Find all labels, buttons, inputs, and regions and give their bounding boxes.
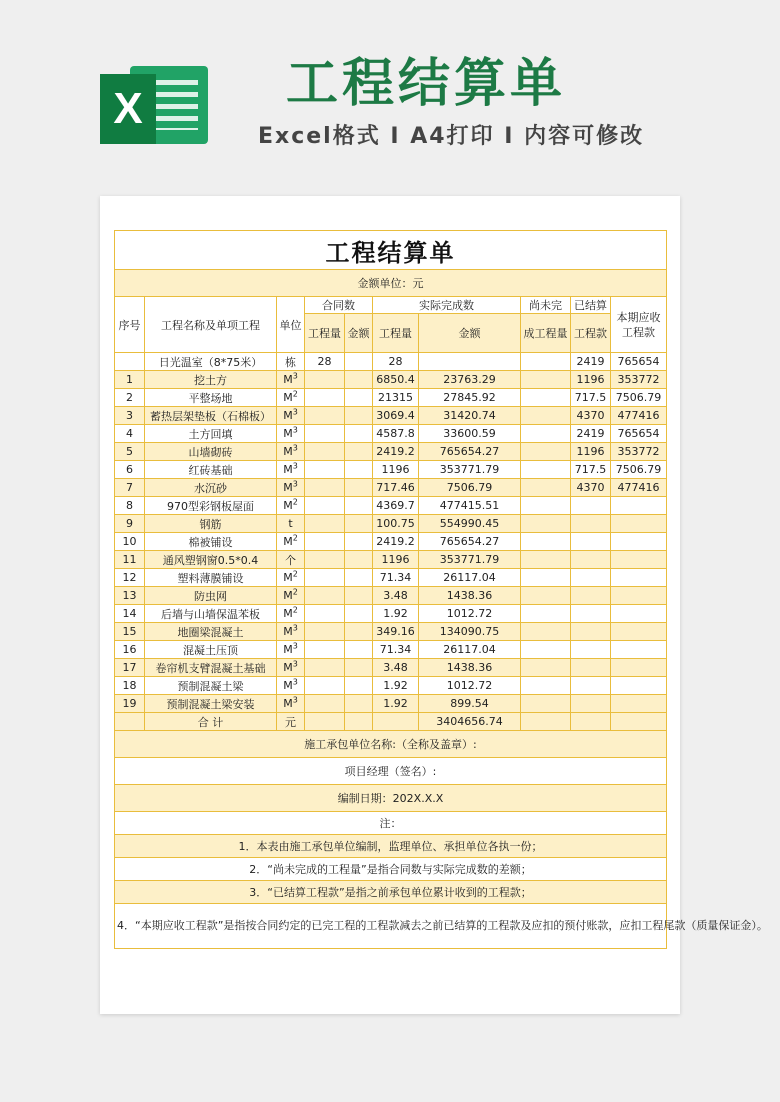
table-row — [115, 569, 667, 587]
row-settled — [571, 677, 611, 695]
unit-text: M — [283, 463, 293, 476]
row-unfinished — [521, 515, 571, 533]
row-receivable: 7506.79 — [611, 461, 667, 479]
row-unfinished — [521, 569, 571, 587]
table-row — [115, 515, 667, 533]
logo-letter: X — [100, 74, 156, 144]
unit-exponent: 3 — [292, 371, 298, 381]
row-seq: 2 — [115, 389, 145, 407]
header-settled-top: 已结算 — [571, 297, 611, 314]
row-settled: 1196 — [571, 443, 611, 461]
row-actual-qty: 1.92 — [373, 695, 419, 713]
row-receivable: 477416 — [611, 407, 667, 425]
table-row — [115, 479, 667, 497]
row-receivable — [611, 605, 667, 623]
row-settled: 1196 — [571, 371, 611, 389]
table-row — [115, 605, 667, 623]
row-unfinished — [521, 353, 571, 371]
row-contract-qty — [305, 533, 345, 551]
row-name: 山墙砌砖 — [145, 443, 277, 461]
row-settled: 4370 — [571, 407, 611, 425]
unit-text: 栋 — [285, 355, 296, 369]
row-unit — [277, 425, 305, 443]
row-actual-amount: 26117.04 — [419, 641, 521, 659]
unit-exponent: 3 — [292, 443, 298, 453]
row-settled — [571, 623, 611, 641]
unit-text: M — [283, 607, 293, 620]
row-settled — [571, 515, 611, 533]
header-actual-qty: 工程量 — [373, 314, 419, 353]
row-unit — [277, 443, 305, 461]
row-seq: 14 — [115, 605, 145, 623]
unit-exponent: 2 — [292, 497, 298, 507]
row-settled: 2419 — [571, 425, 611, 443]
row-name: 土方回填 — [145, 425, 277, 443]
row-receivable — [611, 641, 667, 659]
row-contract-qty — [305, 479, 345, 497]
row-contract-amount — [345, 695, 373, 713]
unit-text: M — [283, 427, 293, 440]
unit-exponent: 3 — [292, 677, 298, 687]
row-actual-qty: 4587.8 — [373, 425, 419, 443]
table-row — [115, 641, 667, 659]
row-actual-amount: 353771.79 — [419, 461, 521, 479]
table-row — [115, 389, 667, 407]
row-actual-amount: 134090.75 — [419, 623, 521, 641]
row-contract-amount — [345, 371, 373, 389]
row-seq: 3 — [115, 407, 145, 425]
row-contract-qty — [305, 569, 345, 587]
row-contract-amount — [345, 389, 373, 407]
unit-text: M — [283, 571, 293, 584]
page-title: 工程结算单 — [286, 54, 567, 114]
row-name: 混凝土压顶 — [145, 641, 277, 659]
row-contract-amount — [345, 533, 373, 551]
unit-text: M — [283, 409, 293, 422]
row-unit — [277, 623, 305, 641]
row-settled — [571, 605, 611, 623]
row-receivable: 353772 — [611, 443, 667, 461]
row-seq: 6 — [115, 461, 145, 479]
row-contract-qty — [305, 641, 345, 659]
unit-exponent: 3 — [292, 425, 298, 435]
row-unfinished — [521, 677, 571, 695]
row-contract-qty — [305, 605, 345, 623]
row-contract-amount — [345, 605, 373, 623]
row-contract-qty — [305, 443, 345, 461]
row-seq: 1 — [115, 371, 145, 389]
row-unfinished — [521, 371, 571, 389]
unit-text: M — [283, 481, 293, 494]
row-actual-amount: 1438.36 — [419, 587, 521, 605]
row-actual-qty: 28 — [373, 353, 419, 371]
table-row — [115, 677, 667, 695]
row-actual-amount: 1012.72 — [419, 605, 521, 623]
row-contract-qty — [305, 425, 345, 443]
unit-text: M — [283, 643, 293, 656]
row-receivable — [611, 695, 667, 713]
unit-exponent: 3 — [292, 641, 298, 651]
row-contract-amount — [345, 443, 373, 461]
table-row — [115, 623, 667, 641]
row-receivable — [611, 677, 667, 695]
row-settled — [571, 695, 611, 713]
unit-text: M — [283, 661, 293, 674]
row-unfinished — [521, 551, 571, 569]
table-row — [115, 353, 667, 371]
row-actual-qty: 2419.2 — [373, 443, 419, 461]
unit-exponent: 3 — [292, 461, 298, 471]
row-name: 卷帘机支臂混凝土基础 — [145, 659, 277, 677]
contractor-line: 施工承包单位名称:（全称及盖章）: — [115, 731, 667, 758]
document-paper — [100, 196, 768, 1014]
row-name: 挖土方 — [145, 371, 277, 389]
row-contract-amount — [345, 677, 373, 695]
table-row — [115, 497, 667, 515]
header-name: 工程名称及单项工程 — [145, 297, 277, 353]
unit-text: M — [283, 499, 293, 512]
unit-exponent: 3 — [292, 407, 298, 417]
row-receivable: 765654 — [611, 353, 667, 371]
row-settled — [571, 569, 611, 587]
notes-title: 注： — [115, 812, 667, 835]
row-name: 塑料薄膜铺设 — [145, 569, 277, 587]
row-settled — [571, 641, 611, 659]
row-receivable: 765654 — [611, 425, 667, 443]
row-actual-qty: 4369.7 — [373, 497, 419, 515]
row-actual-amount: 33600.59 — [419, 425, 521, 443]
row-name: 地圈梁混凝土 — [145, 623, 277, 641]
unit-exponent: 3 — [292, 479, 298, 489]
row-actual-amount: 477415.51 — [419, 497, 521, 515]
row-unfinished — [521, 425, 571, 443]
manager-line: 项目经理（签名）: — [115, 758, 667, 785]
row-seq: 9 — [115, 515, 145, 533]
row-unfinished — [521, 587, 571, 605]
amount-unit: 金额单位：元 — [115, 270, 667, 297]
row-name: 通风塑钢窗0.5*0.4 — [145, 551, 277, 569]
row-contract-amount — [345, 479, 373, 497]
row-receivable — [611, 497, 667, 515]
row-receivable — [611, 623, 667, 641]
unit-exponent: 3 — [292, 695, 298, 705]
row-seq: 7 — [115, 479, 145, 497]
row-actual-qty: 1196 — [373, 461, 419, 479]
row-unit — [277, 587, 305, 605]
row-receivable: 353772 — [611, 371, 667, 389]
row-settled: 4370 — [571, 479, 611, 497]
excel-logo-icon — [100, 62, 208, 148]
row-unit — [277, 677, 305, 695]
row-seq: 12 — [115, 569, 145, 587]
row-contract-amount — [345, 515, 373, 533]
row-unit — [277, 479, 305, 497]
row-name: 预制混凝土梁 — [145, 677, 277, 695]
note-2: 2．“尚未完成的工程量”是指合同数与实际完成数的差额； — [115, 858, 667, 881]
row-unfinished — [521, 533, 571, 551]
row-contract-amount — [345, 407, 373, 425]
table-row — [115, 533, 667, 551]
row-unfinished — [521, 641, 571, 659]
row-unit — [277, 353, 305, 371]
table-row — [115, 695, 667, 713]
row-contract-qty — [305, 407, 345, 425]
row-receivable — [611, 569, 667, 587]
table-row — [115, 551, 667, 569]
table-row — [115, 371, 667, 389]
row-unfinished — [521, 407, 571, 425]
unit-exponent: 2 — [292, 389, 298, 399]
row-name: 平整场地 — [145, 389, 277, 407]
note-4: 4．“本期应收工程款”是指按合同约定的已完工程的工程款减去之前已结算的工程款及应扣的预付账款，应扣工程尾款（质量保证金）。 — [115, 904, 667, 949]
row-unit — [277, 407, 305, 425]
row-contract-qty — [305, 551, 345, 569]
row-contract-qty — [305, 587, 345, 605]
row-actual-qty: 349.16 — [373, 623, 419, 641]
row-unit — [277, 569, 305, 587]
header-unfinished-bottom: 成工程量 — [521, 314, 571, 353]
row-actual-amount: 554990.45 — [419, 515, 521, 533]
row-actual-qty: 2419.2 — [373, 533, 419, 551]
row-seq: 19 — [115, 695, 145, 713]
row-seq: 18 — [115, 677, 145, 695]
unit-exponent: 3 — [292, 623, 298, 633]
row-contract-qty — [305, 695, 345, 713]
sheet-title: 工程结算单 — [115, 231, 667, 270]
row-name: 防虫网 — [145, 587, 277, 605]
row-contract-amount — [345, 623, 373, 641]
row-actual-qty: 1196 — [373, 551, 419, 569]
unit-text: M — [283, 391, 293, 404]
row-contract-amount — [345, 497, 373, 515]
row-unfinished — [521, 497, 571, 515]
row-settled: 2419 — [571, 353, 611, 371]
row-unit — [277, 641, 305, 659]
row-actual-amount: 23763.29 — [419, 371, 521, 389]
row-settled — [571, 659, 611, 677]
total-unit: 元 — [277, 713, 305, 731]
row-unit — [277, 497, 305, 515]
row-seq: 13 — [115, 587, 145, 605]
row-actual-qty: 71.34 — [373, 641, 419, 659]
unit-text: M — [283, 535, 293, 548]
table-body — [115, 353, 667, 713]
row-actual-amount: 353771.79 — [419, 551, 521, 569]
row-receivable — [611, 515, 667, 533]
row-actual-amount: 899.54 — [419, 695, 521, 713]
row-unit — [277, 605, 305, 623]
header-actual-amount: 金额 — [419, 314, 521, 353]
row-receivable — [611, 659, 667, 677]
row-unfinished — [521, 443, 571, 461]
row-contract-amount — [345, 461, 373, 479]
unit-exponent: 3 — [292, 659, 298, 669]
row-actual-qty: 100.75 — [373, 515, 419, 533]
row-actual-amount: 31420.74 — [419, 407, 521, 425]
header-contract-qty: 工程量 — [305, 314, 345, 353]
row-actual-qty: 21315 — [373, 389, 419, 407]
header-settled-bottom: 工程款 — [571, 314, 611, 353]
unit-text: M — [283, 625, 293, 638]
row-unit — [277, 659, 305, 677]
row-contract-amount — [345, 353, 373, 371]
unit-exponent: 2 — [292, 533, 298, 543]
header-contract: 合同数 — [305, 297, 373, 314]
row-actual-qty: 717.46 — [373, 479, 419, 497]
row-name: 钢筋 — [145, 515, 277, 533]
row-seq: 8 — [115, 497, 145, 515]
row-contract-qty — [305, 371, 345, 389]
unit-text: M — [283, 679, 293, 692]
row-contract-amount — [345, 587, 373, 605]
table-row — [115, 443, 667, 461]
row-name: 后墙与山墙保温苯板 — [145, 605, 277, 623]
row-actual-amount: 1012.72 — [419, 677, 521, 695]
row-settled — [571, 587, 611, 605]
unit-exponent: 2 — [292, 569, 298, 579]
unit-text: M — [283, 697, 293, 710]
row-contract-amount — [345, 551, 373, 569]
row-unit — [277, 515, 305, 533]
row-unit — [277, 695, 305, 713]
row-actual-qty: 1.92 — [373, 605, 419, 623]
row-receivable — [611, 533, 667, 551]
row-name: 棉被铺设 — [145, 533, 277, 551]
row-seq: 11 — [115, 551, 145, 569]
settlement-table — [114, 230, 768, 949]
row-actual-amount: 7506.79 — [419, 479, 521, 497]
row-actual-qty: 1.92 — [373, 677, 419, 695]
row-unfinished — [521, 623, 571, 641]
unit-text: M — [283, 589, 293, 602]
header-seq: 序号 — [115, 297, 145, 353]
row-unfinished — [521, 389, 571, 407]
header-actual: 实际完成数 — [373, 297, 521, 314]
row-settled — [571, 497, 611, 515]
row-unfinished — [521, 479, 571, 497]
row-unit — [277, 551, 305, 569]
row-actual-qty: 71.34 — [373, 569, 419, 587]
row-actual-amount: 27845.92 — [419, 389, 521, 407]
note-1: 1．本表由施工承包单位编制，监理单位、承担单位各执一份； — [115, 835, 667, 858]
row-contract-amount — [345, 659, 373, 677]
total-label: 合 计 — [145, 713, 277, 731]
row-actual-amount — [419, 353, 521, 371]
row-contract-amount — [345, 425, 373, 443]
row-actual-qty: 3.48 — [373, 659, 419, 677]
row-name: 红砖基础 — [145, 461, 277, 479]
row-seq: 15 — [115, 623, 145, 641]
table-row — [115, 461, 667, 479]
unit-text: M — [283, 373, 293, 386]
row-actual-amount: 1438.36 — [419, 659, 521, 677]
note-3: 3．“已结算工程款”是指之前承包单位累计收到的工程款； — [115, 881, 667, 904]
row-name: 蓄热层架垫板（石棉板） — [145, 407, 277, 425]
row-receivable — [611, 551, 667, 569]
date-line: 编制日期：202X.X.X — [115, 785, 667, 812]
header-unit: 单位 — [277, 297, 305, 353]
total-amount: 3404656.74 — [419, 713, 521, 731]
table-row — [115, 659, 667, 677]
row-seq — [115, 353, 145, 371]
row-unfinished — [521, 695, 571, 713]
row-unfinished — [521, 605, 571, 623]
row-contract-qty — [305, 497, 345, 515]
row-actual-qty: 3.48 — [373, 587, 419, 605]
table-row — [115, 587, 667, 605]
row-contract-qty — [305, 389, 345, 407]
unit-exponent: 2 — [292, 587, 298, 597]
row-contract-qty: 28 — [305, 353, 345, 371]
row-seq: 4 — [115, 425, 145, 443]
row-settled — [571, 551, 611, 569]
row-seq: 17 — [115, 659, 145, 677]
row-seq: 16 — [115, 641, 145, 659]
row-contract-qty — [305, 461, 345, 479]
table-row — [115, 407, 667, 425]
row-actual-qty: 3069.4 — [373, 407, 419, 425]
row-actual-amount: 765654.27 — [419, 533, 521, 551]
row-unit — [277, 461, 305, 479]
row-settled: 717.5 — [571, 461, 611, 479]
row-unit — [277, 371, 305, 389]
row-seq: 5 — [115, 443, 145, 461]
row-actual-amount: 765654.27 — [419, 443, 521, 461]
row-name: 970型彩钢板屋面 — [145, 497, 277, 515]
row-receivable: 7506.79 — [611, 389, 667, 407]
unit-exponent: 2 — [292, 605, 298, 615]
row-name: 水沉砂 — [145, 479, 277, 497]
row-seq: 10 — [115, 533, 145, 551]
row-name: 预制混凝土梁安装 — [145, 695, 277, 713]
row-contract-qty — [305, 659, 345, 677]
unit-text: M — [283, 445, 293, 458]
table-row — [115, 425, 667, 443]
row-contract-qty — [305, 515, 345, 533]
row-name: 日光温室（8*75米） — [145, 353, 277, 371]
row-contract-qty — [305, 677, 345, 695]
row-actual-amount: 26117.04 — [419, 569, 521, 587]
header-contract-amount: 金额 — [345, 314, 373, 353]
row-contract-amount — [345, 569, 373, 587]
row-unfinished — [521, 461, 571, 479]
row-actual-qty: 6850.4 — [373, 371, 419, 389]
row-settled — [571, 533, 611, 551]
row-contract-qty — [305, 623, 345, 641]
row-contract-amount — [345, 641, 373, 659]
unit-text: t — [288, 517, 293, 530]
unit-text: 个 — [285, 553, 296, 567]
header-receivable: 本期应收工程款 — [611, 297, 667, 353]
row-receivable: 477416 — [611, 479, 667, 497]
page-header — [0, 0, 780, 195]
page-subtitle: Excel格式 I A4打印 I 内容可修改 — [258, 124, 645, 149]
row-unit — [277, 389, 305, 407]
row-unit — [277, 533, 305, 551]
row-settled: 717.5 — [571, 389, 611, 407]
row-unfinished — [521, 659, 571, 677]
header-unfinished-top: 尚未完 — [521, 297, 571, 314]
row-receivable — [611, 587, 667, 605]
